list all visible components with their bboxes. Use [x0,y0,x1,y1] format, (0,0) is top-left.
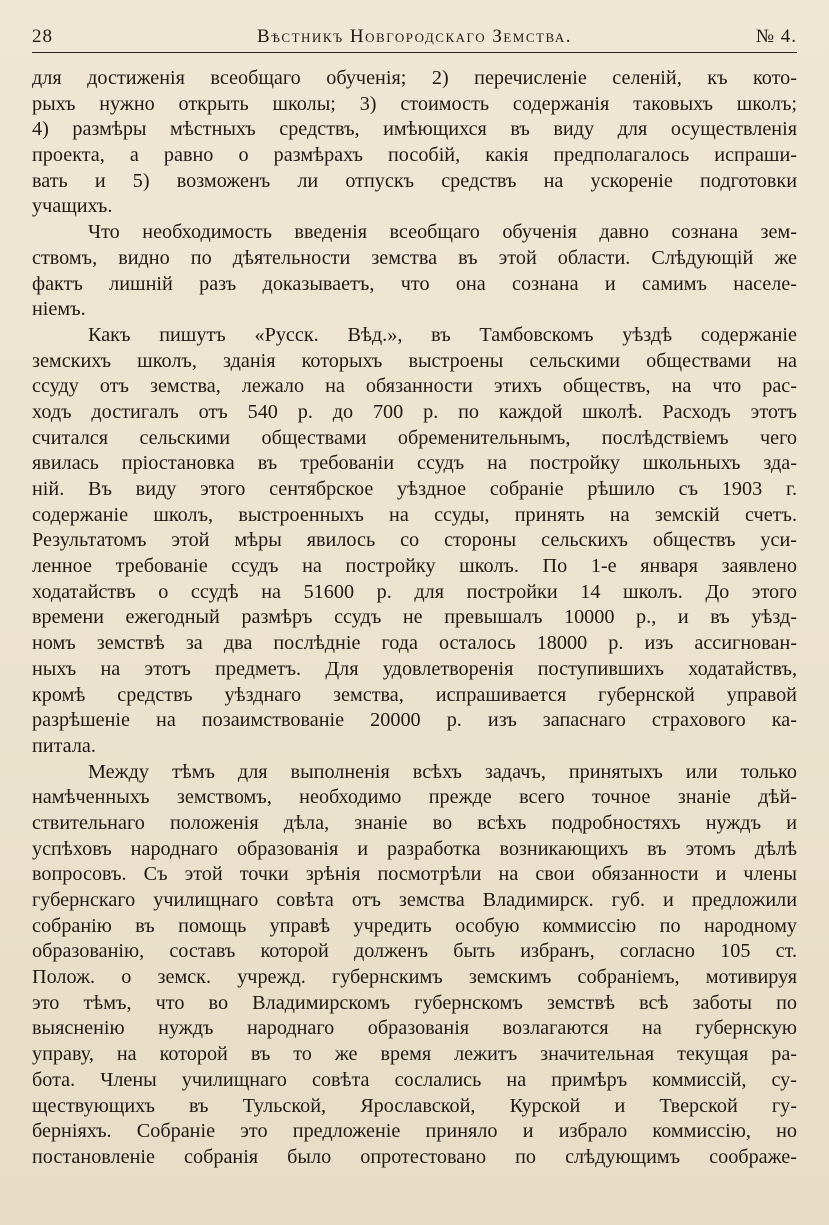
text-line: ствомъ, видно по дѣятельности земства въ этой области. Слѣдующій же [32,246,797,269]
text-line: учащихъ. [32,195,113,218]
page-number: 28 [32,26,53,47]
text-line: берніяхъ. Собраніе это предложеніе приняло и избрало коммиссію, но [32,1120,797,1143]
text-line: управу, на которой въ то же время лежитъ значительная текущая ра- [32,1043,797,1066]
text-line: для достиженія всеобщаго обученія; 2) перечисленіе селеній, къ кото- [32,67,797,89]
text-line: фактъ лишній разъ доказываетъ, что она сознана и самимъ населе- [32,272,797,295]
text-line: ствительнаго положенія дѣла, знаніе во всѣхъ подробностяхъ нуждъ и [32,811,797,834]
text-line: явилась пріостановка въ требованіи ссудъ на постройку школьныхъ зда- [32,452,797,475]
text-line: бота. Члены училищнаго совѣта сослались на примѣръ коммиссій, су- [32,1068,797,1091]
text-line: губернскаго училищнаго совѣта отъ земства Владимирск. губ. и предложили [32,889,797,911]
text-line: Полож. о земск. учрежд. губернскимъ земскимъ собраніемъ, мотивируя [32,966,797,989]
text-line: содержаніе школъ, выстроенныхъ на ссуды, принять на земскій счетъ. [32,503,797,526]
text-line: разрѣшеніе на позаимствованіе 20000 р. изъ запаснаго страхового ка- [32,709,797,732]
text-line: времени ежегодный размѣръ ссудъ не превышалъ 10000 р., и въ уѣзд- [32,606,797,629]
text-line: образованію, составъ которой долженъ быть избранъ, согласно 105 ст. [32,940,797,963]
text-line: Какъ пишутъ «Русск. Вѣд.», въ Тамбовскомъ уѣздѣ содержаніе [88,323,797,346]
body-text [32,66,797,1171]
text-line: Результатомъ этой мѣры явилось со стороны сельскихъ обществъ уси- [32,529,797,552]
text-line: Между тѣмъ для выполненія всѣхъ задачъ, принятыхъ или только [88,760,797,783]
text-line: рыхъ нужно открыть школы; 3) стоимость содержанія таковыхъ школъ; [32,92,797,115]
text-line: ній. Въ виду этого сентябрское уѣздное собраніе рѣшило съ 1903 г. [32,478,797,500]
text-line: ленное требованіе ссудъ на постройку школъ. По 1-е января заявлено [32,555,797,578]
issue-number: № 4. [755,26,797,47]
text-line: 4) размѣры мѣстныхъ средствъ, имѣющихся въ виду для осуществленія [32,118,797,141]
text-line: ществующихъ въ Тульской, Ярославской, Курской и Тверской гу- [32,1094,797,1117]
header-rule [32,52,797,53]
text-line: земскихъ школъ, зданія которыхъ выстроены сельскими обществами на [32,349,797,372]
text-line: успѣховъ народнаго образованія и разработка возникающихъ въ этомъ дѣлѣ [32,837,797,860]
text-line: питала. [32,734,96,757]
journal-title: Вѣстникъ Новгородскаго Земства. [257,26,572,47]
text-line: ссуду отъ земства, лежало на обязанности этихъ обществъ, на что рас- [32,375,797,398]
text-line: намѣченныхъ земствомъ, необходимо прежде всего точное знаніе дѣй- [32,786,797,809]
text-line: ходъ достигалъ отъ 540 р. до 700 р. по каждой школѣ. Расходъ этотъ [32,400,797,423]
text-line: выясненію нуждъ народнаго образованія возлагаются на губернскую [32,1017,797,1040]
text-line: считался сельскими обществами обременительнымъ, послѣдствіемъ чего [32,426,797,449]
text-line: проекта, а равно о размѣрахъ пособій, какія предполагалось испраши- [32,144,797,167]
text-line: Что необходимость введенія всеобщаго обученія давно сознана зем- [88,221,797,244]
text-line: вопросовъ. Съ этой точки зрѣнія посмотрѣли на свои обязанности и члены [32,863,797,886]
text-line: кромѣ средствъ уѣзднаго земства, испрашивается губернской управой [32,683,797,706]
text-line: это тѣмъ, что во Владимирскомъ губернскомъ земствѣ всѣ заботы по [32,991,797,1014]
text-line: номъ земствѣ за два послѣдніе года осталось 18000 р. изъ ассигнован- [32,632,797,655]
text-line: ходатайствъ о ссудѣ на 51600 р. для постройки 14 школъ. До этого [32,580,797,603]
text-line: ніемъ. [32,298,86,321]
text-line: ныхъ на этотъ предметъ. Для удовлетворенія поступившихъ ходатайствъ, [32,657,797,680]
text-line: постановленіе собранія было опротестовано по слѣдующимъ соображе- [32,1145,797,1168]
text-line: вать и 5) возможенъ ли отпускъ средствъ на ускореніе подготовки [32,169,797,192]
running-header [32,22,797,52]
text-line: собранію въ помощь управѣ учредить особую коммиссію по народному [32,914,797,937]
